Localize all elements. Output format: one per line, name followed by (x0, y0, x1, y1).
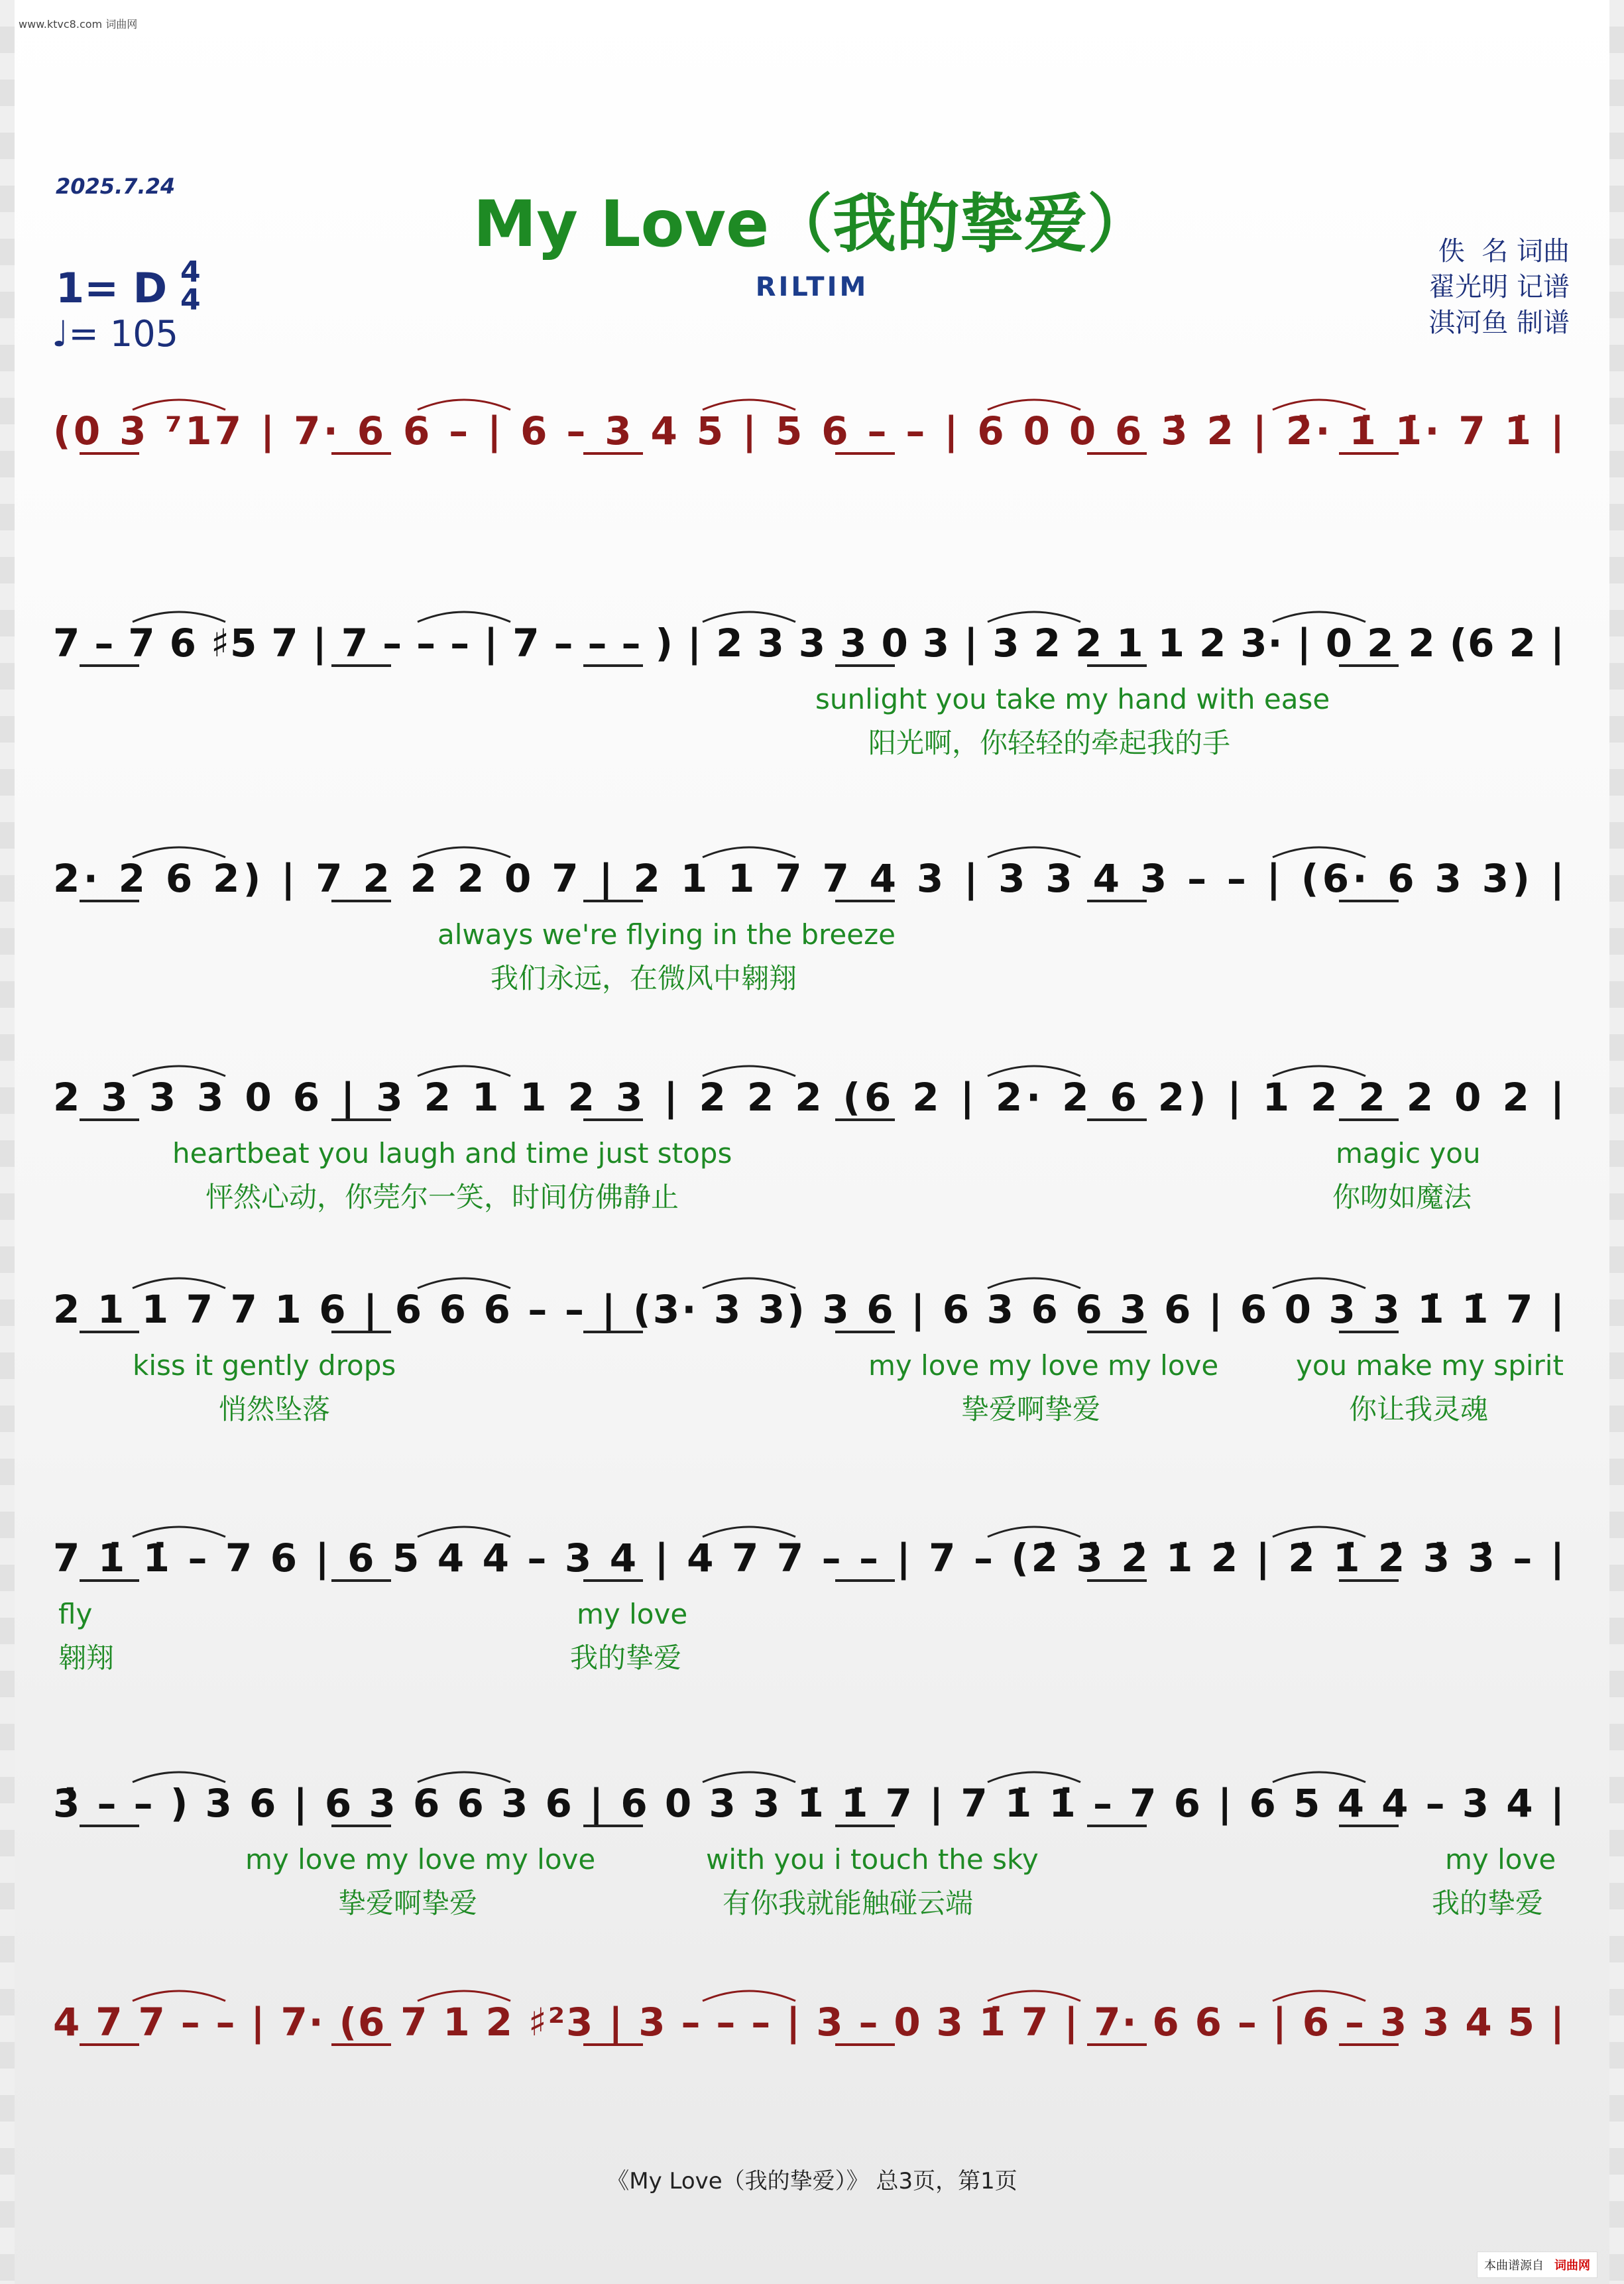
notation-line (53, 1996, 1571, 2055)
score-system (53, 1532, 1571, 1674)
lyric-chinese: 阳光啊，你轻轻的牵起我的手 (868, 727, 1231, 759)
lyric-english: fly (58, 1598, 93, 1630)
artist-name: RILTIM (755, 272, 869, 302)
date-label: 2025.7.24 (56, 174, 176, 199)
lyric-english: magic you (1336, 1137, 1481, 1170)
lyric-english: with you i touch the sky (706, 1843, 1039, 1876)
notation-line (53, 1777, 1571, 1836)
source-tag (1477, 2252, 1597, 2278)
credit-composer: 佚 名 词曲 (1438, 236, 1570, 267)
score-system (53, 852, 1571, 994)
meter-bottom: 4 (180, 283, 201, 317)
credit-engraver: 淇河鱼 制谱 (1428, 308, 1570, 338)
lyric-english: my love my love my love (245, 1843, 596, 1876)
notation-line (53, 1532, 1571, 1591)
notation-line (53, 404, 1571, 464)
lyric-chinese: 我的挚爱 (570, 1642, 682, 1674)
lyric-english: my love (577, 1598, 688, 1630)
lyric-english: sunlight you take my hand with ease (815, 683, 1330, 715)
lyric-chinese: 我们永远，在微风中翱翔 (491, 962, 797, 994)
song-title: My Love（我的挚爱） (473, 187, 1151, 261)
score-system (53, 1777, 1571, 1919)
lyric-english: kiss it gently drops (133, 1349, 396, 1382)
lyric-chinese: 你让我灵魂 (1349, 1393, 1489, 1425)
lyric-english: heartbeat you laugh and time just stops (172, 1137, 732, 1170)
notation-line (53, 852, 1571, 912)
lyric-chinese: 有你我就能触碰云端 (723, 1887, 974, 1919)
lyric-english: always we're flying in the breeze (437, 918, 896, 951)
score-system (53, 404, 1571, 477)
credits-block (1428, 233, 1570, 341)
lyric-chinese: 怦然心动，你莞尔一笑，时间仿佛静止 (205, 1181, 679, 1213)
source-tag-right: 词曲网 (1554, 2259, 1590, 2273)
credit-transcriber: 翟光明 记谱 (1428, 272, 1570, 302)
site-watermark: www.ktvc8.com 词曲网 (19, 18, 138, 30)
lyric-chinese: 挚爱啊挚爱 (338, 1887, 478, 1919)
notes-text: 4 7 7 – – | 7· (6 7 1 2 ♯²3 | 3 – – – | 3 – 0 3 1̇ 7 | 7· 6 6 – | 6 – 3 3 4 5 | (53, 2000, 1564, 2045)
page-footer: 《My Love（我的挚爱）》 总3页，第1页 (607, 2168, 1017, 2194)
notation-line (53, 617, 1571, 676)
tempo-marking: ♩= 105 (52, 313, 178, 355)
key-signature: 1= D (56, 264, 168, 312)
right-margin-strip (1609, 0, 1624, 2284)
lyric-english: my love my love my love (868, 1349, 1219, 1382)
source-tag-left: 本曲谱源自 (1484, 2259, 1544, 2273)
notation-line (53, 1283, 1571, 1343)
left-margin-strip (0, 0, 15, 2284)
lyric-english: you make my spirit (1296, 1349, 1564, 1382)
lyric-chinese: 挚爱啊挚爱 (961, 1393, 1101, 1425)
notes-text: 7 – 7 6 ♯5 7 | 7 – – – | 7 – – – ) | 2 3 3 3 0 3 | 3 2 2 1 1 2 3· | 0 2 2 (6 2 | (53, 621, 1564, 666)
notation-line (53, 1071, 1571, 1130)
notes-text: (0 3 ⁷17 | 7· 6 6 – | 6 – 3 4 5 | 5 6 – – | 6 0 0 6 3̇ 2̇ | 2̇· 1̇ 1̇· 7 1̇ | (53, 408, 1564, 453)
score-system (53, 1283, 1571, 1425)
notes-text: 7 1̇ 1̇ – 7 6 | 6 5 4 4 – 3 4 | 4 7 7 – – | 7 – (2̇ 3̇ 2̇ 1̇ 2̇ | 2̇ 1̇ 2̇ 3̇ 3̇ – | (53, 1535, 1564, 1581)
score-system (53, 617, 1571, 759)
score-system (53, 1071, 1571, 1213)
lyric-chinese: 我的挚爱 (1432, 1887, 1544, 1919)
lyric-english: my love (1445, 1843, 1556, 1876)
time-signature (180, 255, 201, 317)
lyric-chinese: 悄然坠落 (219, 1393, 331, 1425)
lyric-chinese: 你吻如魔法 (1332, 1181, 1472, 1213)
notes-text: 2· 2 6 2) | 7 2 2 2 0 7 | 2 1 1 7 7 4 3 | 3 3 4 3 – – | (6· 6 3 3) | (53, 856, 1564, 901)
notes-text: 2 3 3 3 0 6 | 3 2 1 1 2 3 | 2 2 2 (6 2 | 2· 2 6 2) | 1 2 2 2 0 2 | (53, 1075, 1564, 1120)
notes-text: 2 1 1 7 7 1 6 | 6 6 6 – – | (3· 3 3) 3 6 | 6 3 6 6 3 6 | 6 0 3 3 1̇ 1̇ 7 | (53, 1287, 1564, 1332)
score-system (53, 1996, 1571, 2069)
meter-top: 4 (180, 255, 201, 289)
lyric-chinese: 翱翔 (58, 1642, 115, 1674)
notes-text: 3̇ – – ) 3 6 | 6 3 6 6 3 6 | 6 0 3 3 1̇ 1̇ 7 | 7 1̇ 1̇ – 7 6 | 6 5 4 4 – 3 4 | (53, 1781, 1564, 1826)
